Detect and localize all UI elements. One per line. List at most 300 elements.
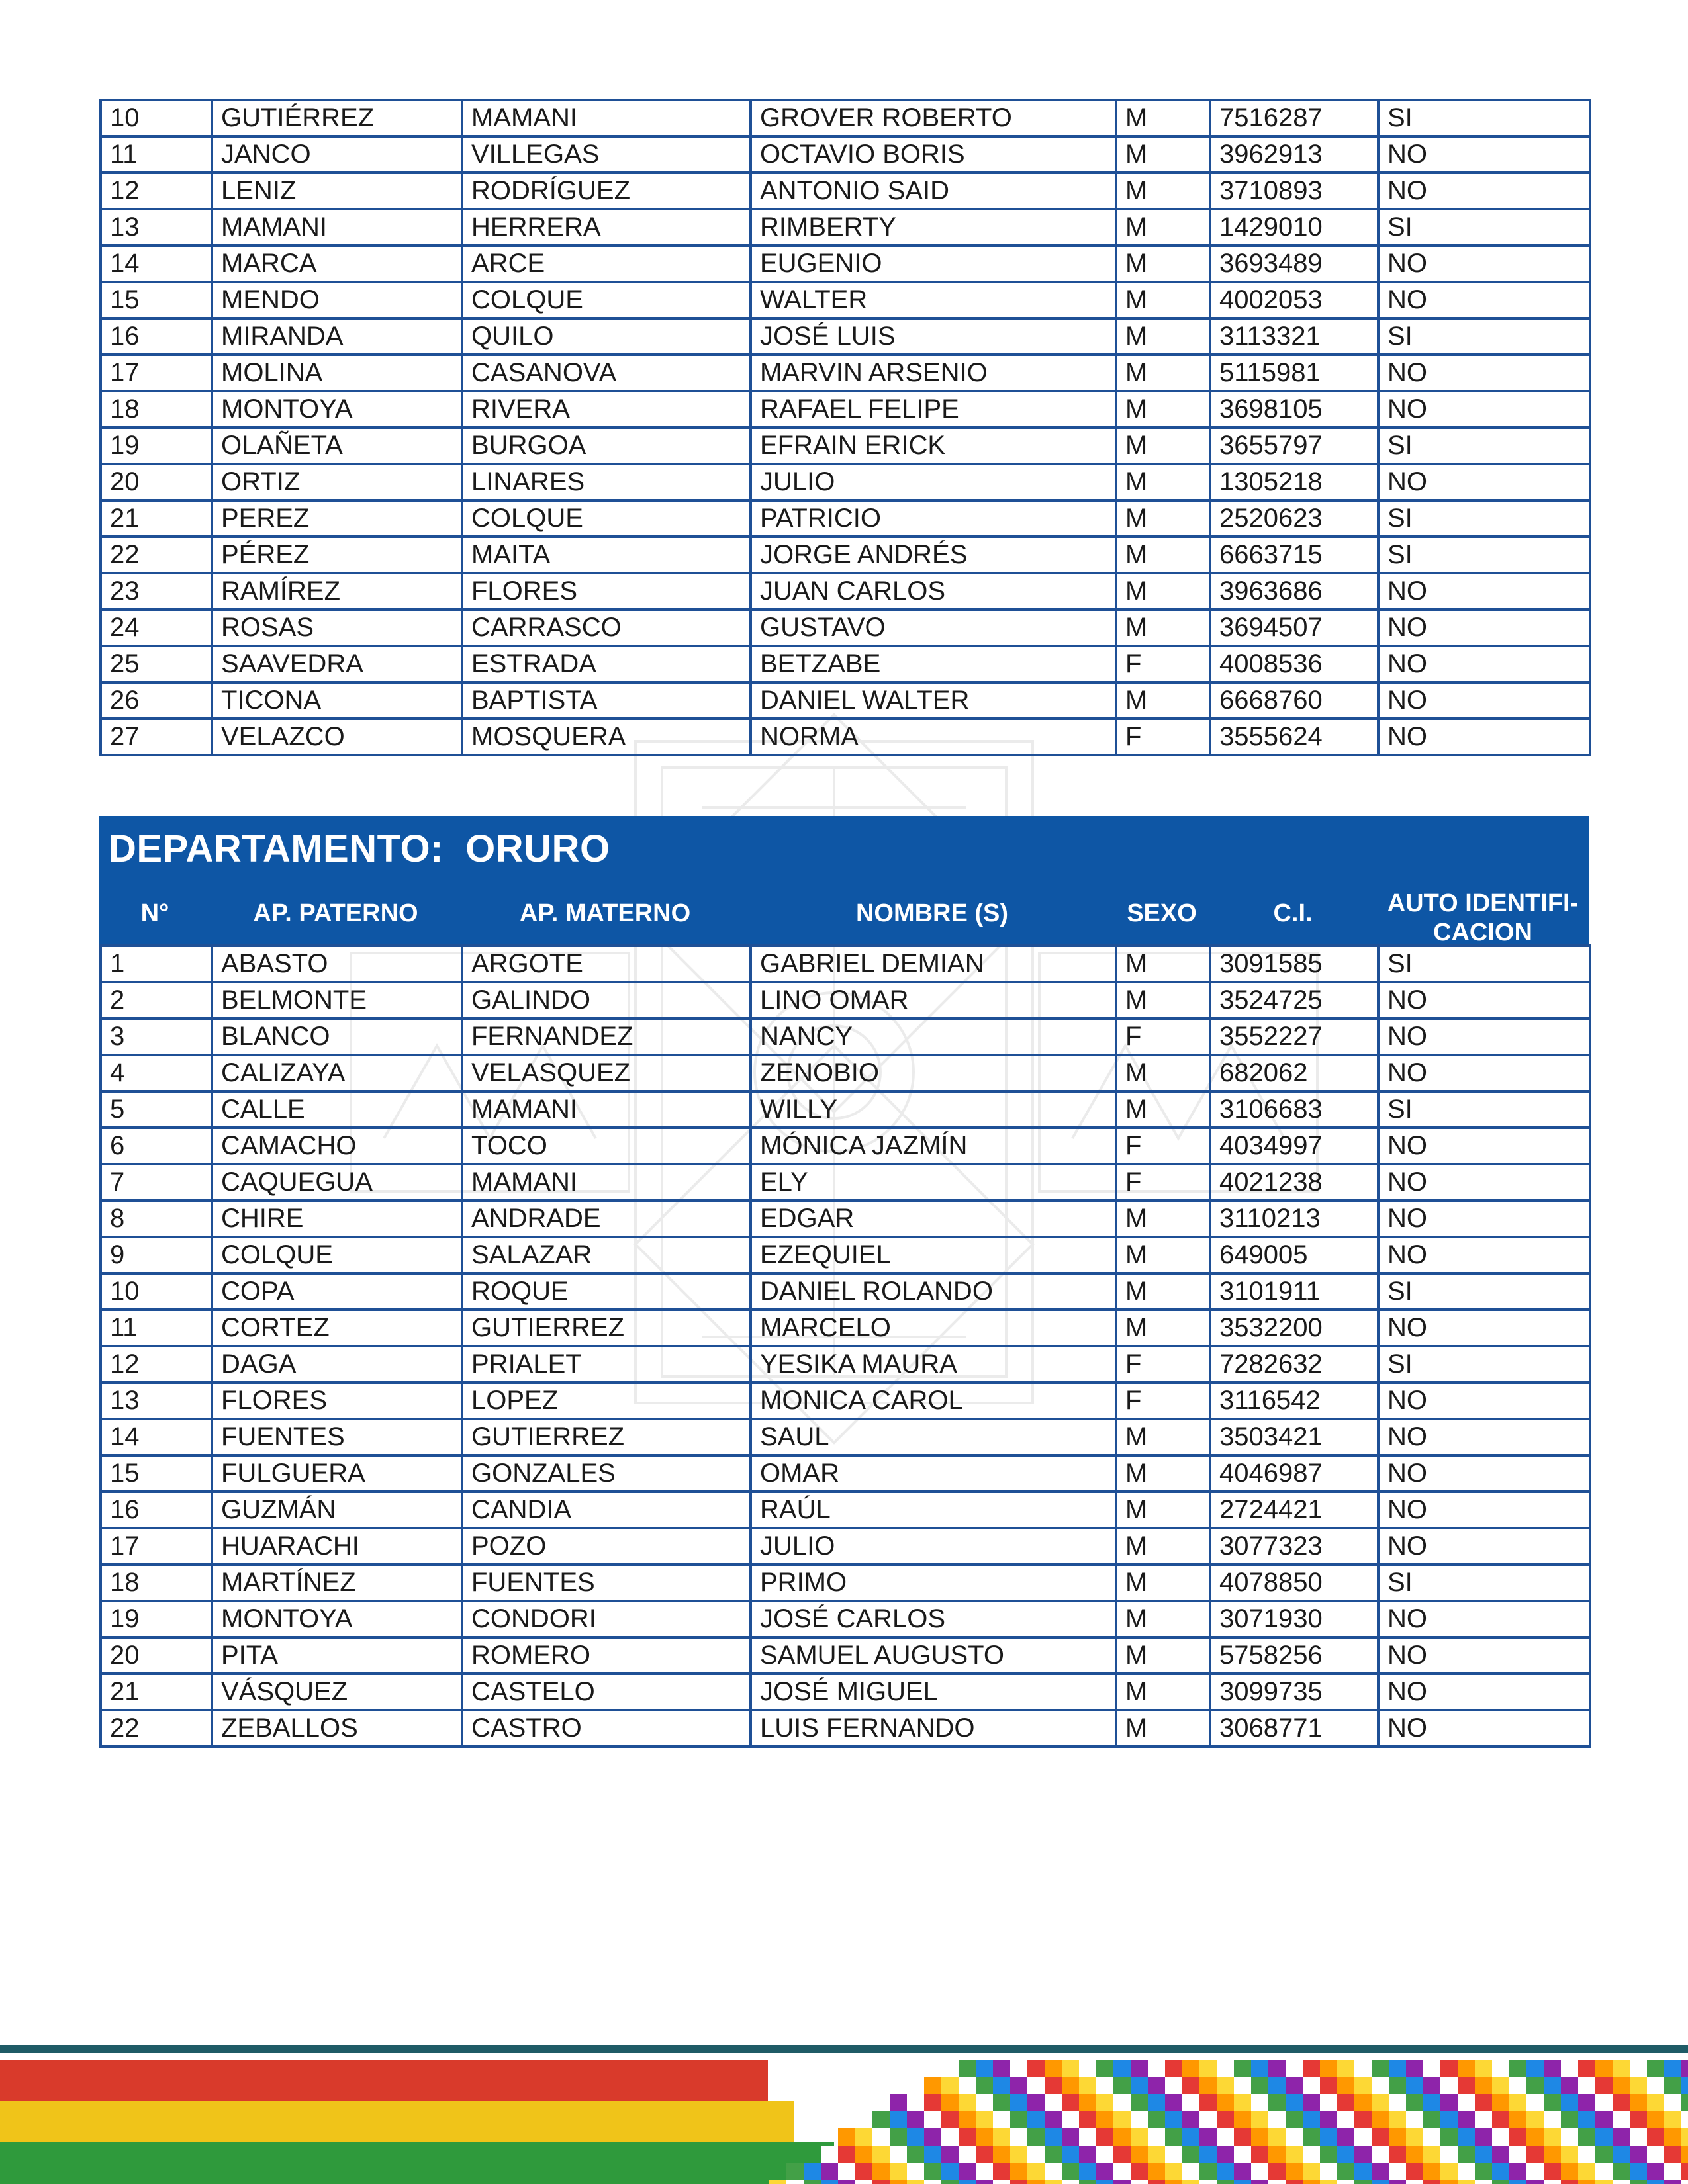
wiphala-square xyxy=(1544,2180,1561,2184)
wiphala-square xyxy=(1337,2060,1354,2077)
header-auto-identificacion xyxy=(1377,880,1589,947)
wiphala-square xyxy=(1372,2128,1389,2146)
wiphala-square xyxy=(1681,2111,1688,2128)
wiphala-square xyxy=(976,2146,993,2163)
wiphala-square xyxy=(1268,2111,1286,2128)
cell-sexo: M xyxy=(1116,428,1210,464)
wiphala-square xyxy=(976,2128,993,2146)
wiphala-square xyxy=(1595,2180,1613,2184)
footer-green-stripe xyxy=(0,2142,834,2184)
table-row xyxy=(101,1419,1590,1455)
cell-sexo: M xyxy=(1116,982,1210,1019)
wiphala-square xyxy=(1475,2111,1492,2128)
wiphala-square xyxy=(1286,2128,1303,2146)
cell-auto: NO xyxy=(1378,646,1590,682)
cell-paterno: ORTIZ xyxy=(212,464,462,500)
wiphala-square xyxy=(890,2163,907,2180)
cell-num: 3 xyxy=(101,1019,212,1055)
cell-paterno: MENDO xyxy=(212,282,462,318)
cell-materno: COLQUE xyxy=(462,500,751,537)
cell-sexo: F xyxy=(1116,719,1210,755)
cell-ci: 6663715 xyxy=(1210,537,1378,573)
wiphala-square xyxy=(1475,2060,1492,2077)
wiphala-square xyxy=(1389,2077,1406,2094)
cell-ci: 3698105 xyxy=(1210,391,1378,428)
wiphala-square xyxy=(1045,2146,1062,2163)
cell-paterno: MONTOYA xyxy=(212,391,462,428)
wiphala-square xyxy=(1389,2094,1406,2111)
wiphala-square xyxy=(1526,2180,1544,2184)
cell-paterno: MOLINA xyxy=(212,355,462,391)
wiphala-square xyxy=(1492,2094,1509,2111)
wiphala-square xyxy=(1320,2111,1337,2128)
wiphala-square xyxy=(1165,2128,1182,2146)
cell-auto: NO xyxy=(1378,1601,1590,1637)
department-label: DEPARTAMENTO: xyxy=(109,827,444,870)
cell-auto: NO xyxy=(1378,1492,1590,1528)
wiphala-pattern xyxy=(735,2060,1688,2184)
cell-materno: CANDIA xyxy=(462,1492,751,1528)
wiphala-square xyxy=(1630,2180,1647,2184)
cell-num: 21 xyxy=(101,1674,212,1710)
wiphala-square xyxy=(1045,2077,1062,2094)
wiphala-square xyxy=(855,2146,872,2163)
cell-auto: SI xyxy=(1378,318,1590,355)
cell-nombre: JOSÉ CARLOS xyxy=(751,1601,1116,1637)
table-row xyxy=(101,1528,1590,1565)
wiphala-square xyxy=(1113,2180,1131,2184)
wiphala-square xyxy=(1337,2128,1354,2146)
wiphala-square xyxy=(1630,2146,1647,2163)
cell-auto: SI xyxy=(1378,428,1590,464)
cell-materno: CASTRO xyxy=(462,1710,751,1747)
cell-nombre: OMAR xyxy=(751,1455,1116,1492)
wiphala-square xyxy=(1062,2128,1079,2146)
wiphala-square xyxy=(1458,2094,1475,2111)
cell-num: 1 xyxy=(101,946,212,982)
wiphala-square xyxy=(924,2077,941,2094)
wiphala-square xyxy=(1578,2180,1595,2184)
cell-paterno: ABASTO xyxy=(212,946,462,982)
wiphala-square xyxy=(1131,2111,1148,2128)
wiphala-square xyxy=(1389,2146,1406,2163)
wiphala-square xyxy=(1423,2180,1440,2184)
wiphala-square xyxy=(1148,2094,1165,2111)
cell-materno: MAMANI xyxy=(462,100,751,136)
cell-num: 11 xyxy=(101,136,212,173)
wiphala-square xyxy=(1079,2111,1096,2128)
cell-ci: 3555624 xyxy=(1210,719,1378,755)
wiphala-square xyxy=(1389,2060,1406,2077)
wiphala-square xyxy=(1079,2060,1096,2077)
cell-nombre: RAFAEL FELIPE xyxy=(751,391,1116,428)
wiphala-square xyxy=(1561,2163,1578,2180)
wiphala-square xyxy=(959,2128,976,2146)
cell-sexo: M xyxy=(1116,355,1210,391)
cell-num: 26 xyxy=(101,682,212,719)
wiphala-square xyxy=(1010,2180,1027,2184)
cell-materno: SALAZAR xyxy=(462,1237,751,1273)
table-row xyxy=(101,1273,1590,1310)
cell-auto: NO xyxy=(1378,136,1590,173)
wiphala-square xyxy=(1389,2180,1406,2184)
cell-num: 9 xyxy=(101,1237,212,1273)
cell-nombre: LUIS FERNANDO xyxy=(751,1710,1116,1747)
cell-paterno: COPA xyxy=(212,1273,462,1310)
wiphala-square xyxy=(1664,2111,1681,2128)
wiphala-square xyxy=(1251,2146,1268,2163)
table-row xyxy=(101,982,1590,1019)
cell-auto: SI xyxy=(1378,1273,1590,1310)
cell-ci: 3962913 xyxy=(1210,136,1378,173)
wiphala-square xyxy=(1251,2060,1268,2077)
wiphala-square xyxy=(1440,2077,1458,2094)
cell-auto: NO xyxy=(1378,982,1590,1019)
wiphala-square xyxy=(1337,2163,1354,2180)
cell-paterno: FUENTES xyxy=(212,1419,462,1455)
wiphala-square xyxy=(1096,2128,1113,2146)
wiphala-square xyxy=(1423,2111,1440,2128)
wiphala-square xyxy=(1613,2077,1630,2094)
cell-sexo: F xyxy=(1116,1346,1210,1383)
header-paterno: AP. PATERNO xyxy=(253,899,418,927)
cell-ci: 3116542 xyxy=(1210,1383,1378,1419)
wiphala-square xyxy=(976,2111,993,2128)
wiphala-square xyxy=(1664,2180,1681,2184)
wiphala-square xyxy=(1526,2077,1544,2094)
cell-sexo: M xyxy=(1116,1091,1210,1128)
wiphala-square xyxy=(1182,2077,1199,2094)
cell-materno: CASTELO xyxy=(462,1674,751,1710)
cell-num: 8 xyxy=(101,1201,212,1237)
wiphala-square xyxy=(1199,2077,1217,2094)
wiphala-square xyxy=(1182,2146,1199,2163)
wiphala-square xyxy=(890,2111,907,2128)
wiphala-square xyxy=(1406,2146,1423,2163)
wiphala-square xyxy=(924,2094,941,2111)
wiphala-square xyxy=(1062,2111,1079,2128)
cell-sexo: M xyxy=(1116,100,1210,136)
cell-nombre: JOSÉ LUIS xyxy=(751,318,1116,355)
continuation-table xyxy=(99,99,1591,756)
cell-num: 14 xyxy=(101,246,212,282)
wiphala-square xyxy=(1062,2060,1079,2077)
wiphala-square xyxy=(1458,2146,1475,2163)
cell-materno: GONZALES xyxy=(462,1455,751,1492)
wiphala-square xyxy=(1440,2163,1458,2180)
cell-sexo: M xyxy=(1116,1455,1210,1492)
wiphala-square xyxy=(1148,2060,1165,2077)
wiphala-square xyxy=(941,2180,959,2184)
cell-paterno: MARTÍNEZ xyxy=(212,1565,462,1601)
wiphala-square xyxy=(1458,2111,1475,2128)
cell-num: 10 xyxy=(101,1273,212,1310)
wiphala-square xyxy=(1096,2077,1113,2094)
header-num: N° xyxy=(140,899,169,927)
wiphala-square xyxy=(1354,2077,1372,2094)
cell-materno: ROMERO xyxy=(462,1637,751,1674)
wiphala-square xyxy=(1286,2163,1303,2180)
cell-num: 20 xyxy=(101,1637,212,1674)
cell-sexo: F xyxy=(1116,1164,1210,1201)
wiphala-square xyxy=(1320,2180,1337,2184)
wiphala-square xyxy=(1268,2060,1286,2077)
wiphala-square xyxy=(993,2094,1010,2111)
wiphala-square xyxy=(1475,2094,1492,2111)
wiphala-square xyxy=(1389,2111,1406,2128)
table-row xyxy=(101,246,1590,282)
wiphala-square xyxy=(1526,2146,1544,2163)
cell-paterno: GUTIÉRREZ xyxy=(212,100,462,136)
wiphala-square xyxy=(1630,2163,1647,2180)
cell-sexo: M xyxy=(1116,1201,1210,1237)
cell-auto: SI xyxy=(1378,1565,1590,1601)
cell-ci: 3110213 xyxy=(1210,1201,1378,1237)
table-row xyxy=(101,173,1590,209)
wiphala-square xyxy=(976,2060,993,2077)
cell-num: 6 xyxy=(101,1128,212,1164)
table-row xyxy=(101,573,1590,610)
cell-materno: FERNANDEZ xyxy=(462,1019,751,1055)
wiphala-square xyxy=(1303,2146,1320,2163)
cell-materno: RODRÍGUEZ xyxy=(462,173,751,209)
cell-nombre: SAUL xyxy=(751,1419,1116,1455)
table-row xyxy=(101,1091,1590,1128)
cell-ci: 3071930 xyxy=(1210,1601,1378,1637)
wiphala-square xyxy=(1286,2146,1303,2163)
table-row xyxy=(101,1237,1590,1273)
cell-paterno: ROSAS xyxy=(212,610,462,646)
cell-materno: VILLEGAS xyxy=(462,136,751,173)
header-auto-line1: AUTO IDENTIFI- xyxy=(1387,889,1579,917)
wiphala-square xyxy=(1182,2163,1199,2180)
wiphala-square xyxy=(1199,2060,1217,2077)
wiphala-square xyxy=(1664,2060,1681,2077)
wiphala-square xyxy=(1113,2146,1131,2163)
wiphala-square xyxy=(1630,2094,1647,2111)
wiphala-square xyxy=(1561,2111,1578,2128)
wiphala-square xyxy=(1509,2111,1526,2128)
cell-nombre: NANCY xyxy=(751,1019,1116,1055)
table-header-row xyxy=(99,882,1589,944)
wiphala-square xyxy=(872,2163,890,2180)
wiphala-square xyxy=(1165,2180,1182,2184)
wiphala-square xyxy=(1251,2077,1268,2094)
cell-nombre: EFRAIN ERICK xyxy=(751,428,1116,464)
wiphala-square xyxy=(1148,2180,1165,2184)
wiphala-square xyxy=(890,2146,907,2163)
wiphala-square xyxy=(1561,2060,1578,2077)
wiphala-square xyxy=(1475,2146,1492,2163)
table-row xyxy=(101,719,1590,755)
wiphala-square xyxy=(1372,2060,1389,2077)
cell-auto: NO xyxy=(1378,1674,1590,1710)
table-row xyxy=(101,1674,1590,1710)
cell-sexo: M xyxy=(1116,318,1210,355)
wiphala-square xyxy=(1303,2128,1320,2146)
table-row xyxy=(101,610,1590,646)
wiphala-square xyxy=(941,2128,959,2146)
cell-sexo: M xyxy=(1116,1419,1210,1455)
cell-auto: NO xyxy=(1378,1201,1590,1237)
cell-ci: 3693489 xyxy=(1210,246,1378,282)
cell-nombre: WALTER xyxy=(751,282,1116,318)
wiphala-square xyxy=(1664,2077,1681,2094)
cell-auto: NO xyxy=(1378,719,1590,755)
wiphala-square xyxy=(1475,2077,1492,2094)
table-row xyxy=(101,500,1590,537)
cell-nombre: JULIO xyxy=(751,464,1116,500)
cell-paterno: CALLE xyxy=(212,1091,462,1128)
wiphala-square xyxy=(1096,2111,1113,2128)
wiphala-square xyxy=(993,2146,1010,2163)
wiphala-square xyxy=(1423,2094,1440,2111)
cell-auto: NO xyxy=(1378,282,1590,318)
wiphala-square xyxy=(1113,2111,1131,2128)
wiphala-square xyxy=(1337,2077,1354,2094)
cell-num: 19 xyxy=(101,1601,212,1637)
wiphala-square xyxy=(1595,2060,1613,2077)
cell-auto: SI xyxy=(1378,1346,1590,1383)
cell-paterno: CAMACHO xyxy=(212,1128,462,1164)
wiphala-square xyxy=(1544,2094,1561,2111)
wiphala-square xyxy=(890,2180,907,2184)
wiphala-square xyxy=(1182,2128,1199,2146)
wiphala-square xyxy=(1045,2163,1062,2180)
cell-paterno: VELAZCO xyxy=(212,719,462,755)
wiphala-square xyxy=(1217,2060,1234,2077)
cell-nombre: EDGAR xyxy=(751,1201,1116,1237)
cell-paterno: ZEBALLOS xyxy=(212,1710,462,1747)
cell-ci: 3068771 xyxy=(1210,1710,1378,1747)
wiphala-square xyxy=(1613,2128,1630,2146)
cell-paterno: JANCO xyxy=(212,136,462,173)
wiphala-square xyxy=(1492,2128,1509,2146)
wiphala-square xyxy=(1199,2180,1217,2184)
wiphala-square xyxy=(1440,2094,1458,2111)
cell-nombre: OCTAVIO BORIS xyxy=(751,136,1116,173)
cell-materno: VELASQUEZ xyxy=(462,1055,751,1091)
cell-sexo: M xyxy=(1116,1528,1210,1565)
wiphala-square xyxy=(1423,2077,1440,2094)
wiphala-square xyxy=(1354,2163,1372,2180)
cell-paterno: SAAVEDRA xyxy=(212,646,462,682)
wiphala-square xyxy=(1647,2128,1664,2146)
wiphala-square xyxy=(1544,2163,1561,2180)
wiphala-square xyxy=(1217,2077,1234,2094)
footer-stripes xyxy=(0,2045,1688,2184)
wiphala-square xyxy=(1148,2163,1165,2180)
wiphala-square xyxy=(1027,2094,1045,2111)
wiphala-square xyxy=(976,2094,993,2111)
wiphala-square xyxy=(1440,2146,1458,2163)
wiphala-square xyxy=(855,2180,872,2184)
table-row xyxy=(101,318,1590,355)
wiphala-square xyxy=(804,2180,821,2184)
wiphala-square xyxy=(1062,2077,1079,2094)
cell-paterno: RAMÍREZ xyxy=(212,573,462,610)
cell-ci: 7516287 xyxy=(1210,100,1378,136)
cell-auto: NO xyxy=(1378,573,1590,610)
wiphala-square xyxy=(1440,2180,1458,2184)
cell-nombre: GUSTAVO xyxy=(751,610,1116,646)
table-row xyxy=(101,428,1590,464)
wiphala-square xyxy=(1664,2163,1681,2180)
cell-num: 20 xyxy=(101,464,212,500)
wiphala-square xyxy=(1561,2077,1578,2094)
wiphala-square xyxy=(959,2094,976,2111)
wiphala-square xyxy=(941,2077,959,2094)
header-sexo: SEXO xyxy=(1127,899,1197,927)
cell-num: 19 xyxy=(101,428,212,464)
table-row xyxy=(101,1383,1590,1419)
cell-nombre: JOSÉ MIGUEL xyxy=(751,1674,1116,1710)
wiphala-square xyxy=(1647,2060,1664,2077)
cell-materno: CASANOVA xyxy=(462,355,751,391)
cell-num: 11 xyxy=(101,1310,212,1346)
wiphala-square xyxy=(1199,2163,1217,2180)
cell-materno: LINARES xyxy=(462,464,751,500)
wiphala-square xyxy=(1079,2094,1096,2111)
wiphala-square xyxy=(1406,2077,1423,2094)
wiphala-square xyxy=(769,2180,786,2184)
wiphala-square xyxy=(1234,2146,1251,2163)
wiphala-square xyxy=(1458,2128,1475,2146)
wiphala-square xyxy=(838,2128,855,2146)
cell-sexo: M xyxy=(1116,946,1210,982)
wiphala-square xyxy=(1544,2146,1561,2163)
wiphala-square xyxy=(890,2128,907,2146)
cell-nombre: JULIO xyxy=(751,1528,1116,1565)
cell-ci: 3963686 xyxy=(1210,573,1378,610)
wiphala-square xyxy=(1045,2060,1062,2077)
wiphala-square xyxy=(1165,2077,1182,2094)
cell-auto: NO xyxy=(1378,355,1590,391)
wiphala-square xyxy=(1372,2146,1389,2163)
wiphala-square xyxy=(993,2077,1010,2094)
header-ci: C.I. xyxy=(1273,899,1313,927)
wiphala-square xyxy=(1509,2077,1526,2094)
wiphala-square xyxy=(1131,2077,1148,2094)
cell-materno: POZO xyxy=(462,1528,751,1565)
cell-sexo: M xyxy=(1116,537,1210,573)
table-row xyxy=(101,1128,1590,1164)
oruro-section xyxy=(99,816,1589,1748)
wiphala-square xyxy=(924,2111,941,2128)
cell-materno: HERRERA xyxy=(462,209,751,246)
cell-auto: NO xyxy=(1378,1237,1590,1273)
wiphala-square xyxy=(1286,2077,1303,2094)
wiphala-square xyxy=(1354,2060,1372,2077)
wiphala-square xyxy=(1544,2128,1561,2146)
table-row xyxy=(101,1201,1590,1237)
wiphala-square xyxy=(1303,2094,1320,2111)
wiphala-square xyxy=(1613,2163,1630,2180)
wiphala-square xyxy=(1165,2094,1182,2111)
wiphala-square xyxy=(1182,2180,1199,2184)
cell-materno: ESTRADA xyxy=(462,646,751,682)
cell-materno: ARCE xyxy=(462,246,751,282)
wiphala-square xyxy=(872,2111,890,2128)
cell-num: 7 xyxy=(101,1164,212,1201)
wiphala-square xyxy=(959,2060,976,2077)
wiphala-square xyxy=(1045,2111,1062,2128)
wiphala-square xyxy=(1492,2077,1509,2094)
wiphala-square xyxy=(1131,2180,1148,2184)
table-row xyxy=(101,682,1590,719)
wiphala-square xyxy=(1320,2060,1337,2077)
cell-nombre: ELY xyxy=(751,1164,1116,1201)
